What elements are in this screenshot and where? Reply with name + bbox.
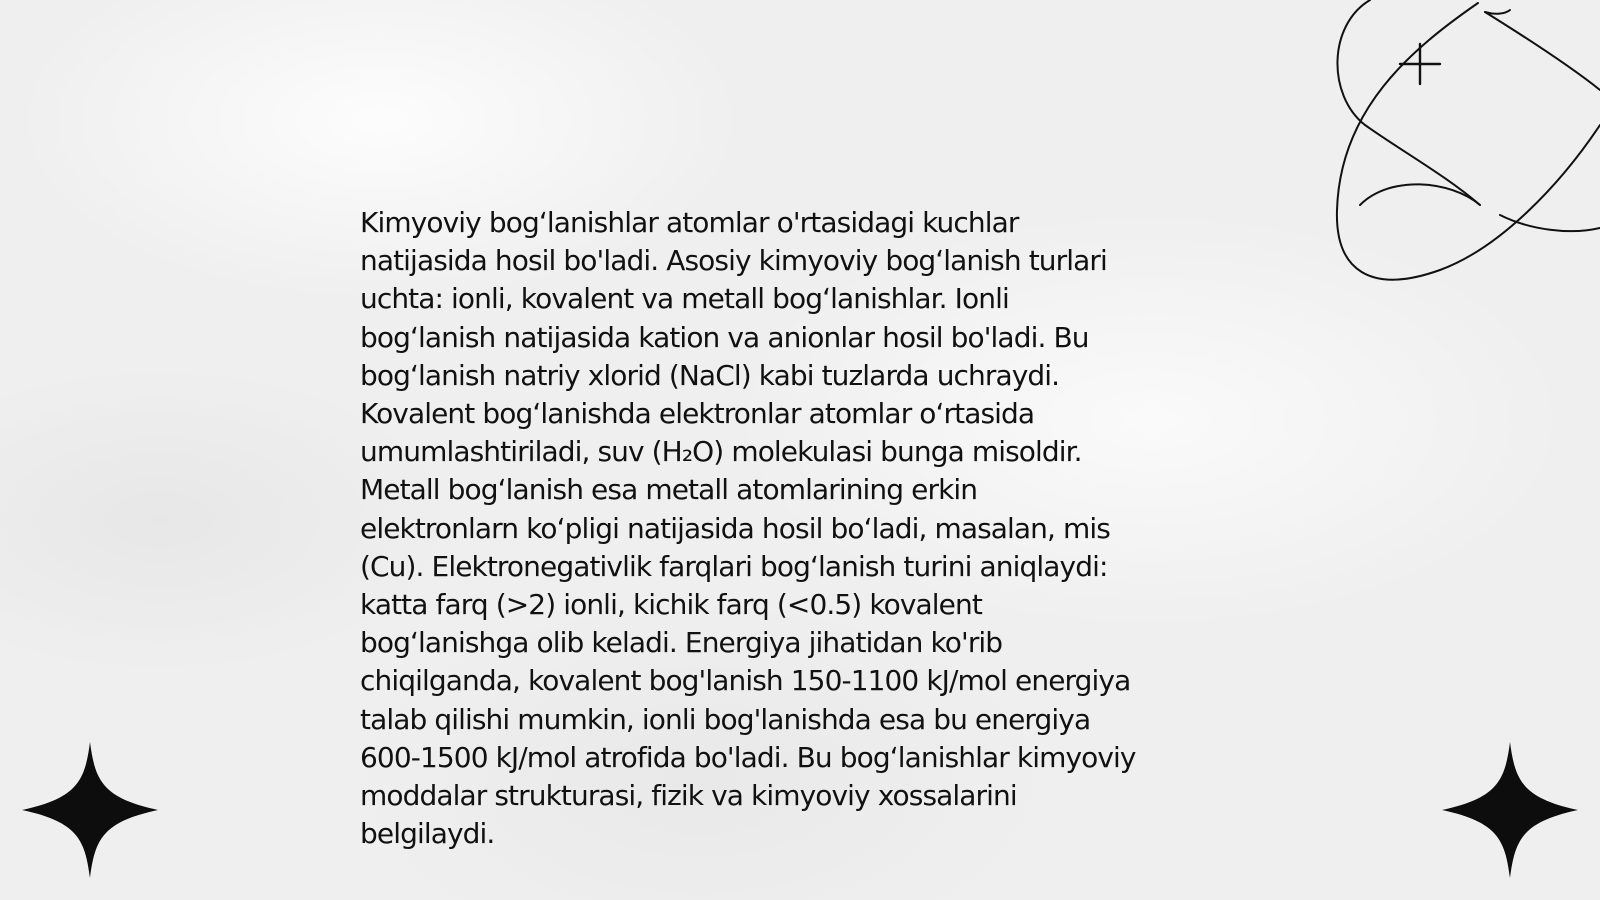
orbit-sparkle-icon (1330, 0, 1600, 290)
four-point-star-icon (1440, 740, 1580, 880)
four-point-star-icon (20, 740, 160, 880)
body-paragraph: Kimyoviy bogʻlanishlar atomlar o'rtasidagi kuchlar natijasida hosil bo'ladi. Asosiy kimyoviy bogʻlanish turlari uchta: ionli, kovalent va metall bogʻlanishlar. Ionli bogʻlanish natijasida kation va anionlar hosil bo'ladi. Bu bogʻlanish natriy xlorid (NaCl) kabi tuzlarda uchraydi. Kovalent bogʻlanishda elektronlar atomlar oʻrtasida umumlashtiriladi, suv (H₂O) molekulasi bunga misoldir. Metall bogʻlanish esa metall atomlarining erkin elektronlarn koʻpligi natijasida hosil boʻladi, masalan, mis (Cu). Elektronegativlik farqlari bogʻlanish turini aniqlaydi: katta farq (>2) ionli, kichik farq (<0.5) kovalent bogʻlanishga olib keladi. Energiya jihatidan ko'rib chiqilganda, kovalent bog'lanish 150-1100 kJ/mol energiya talab qilishi mumkin, ionli bog'lanishda esa bu energiya 600-1500 kJ/mol atrofida bo'ladi. Bu bogʻlanishlar kimyoviy moddalar strukturasi, fizik va kimyoviy xossalarini belgilaydi. (360, 206, 1136, 851)
